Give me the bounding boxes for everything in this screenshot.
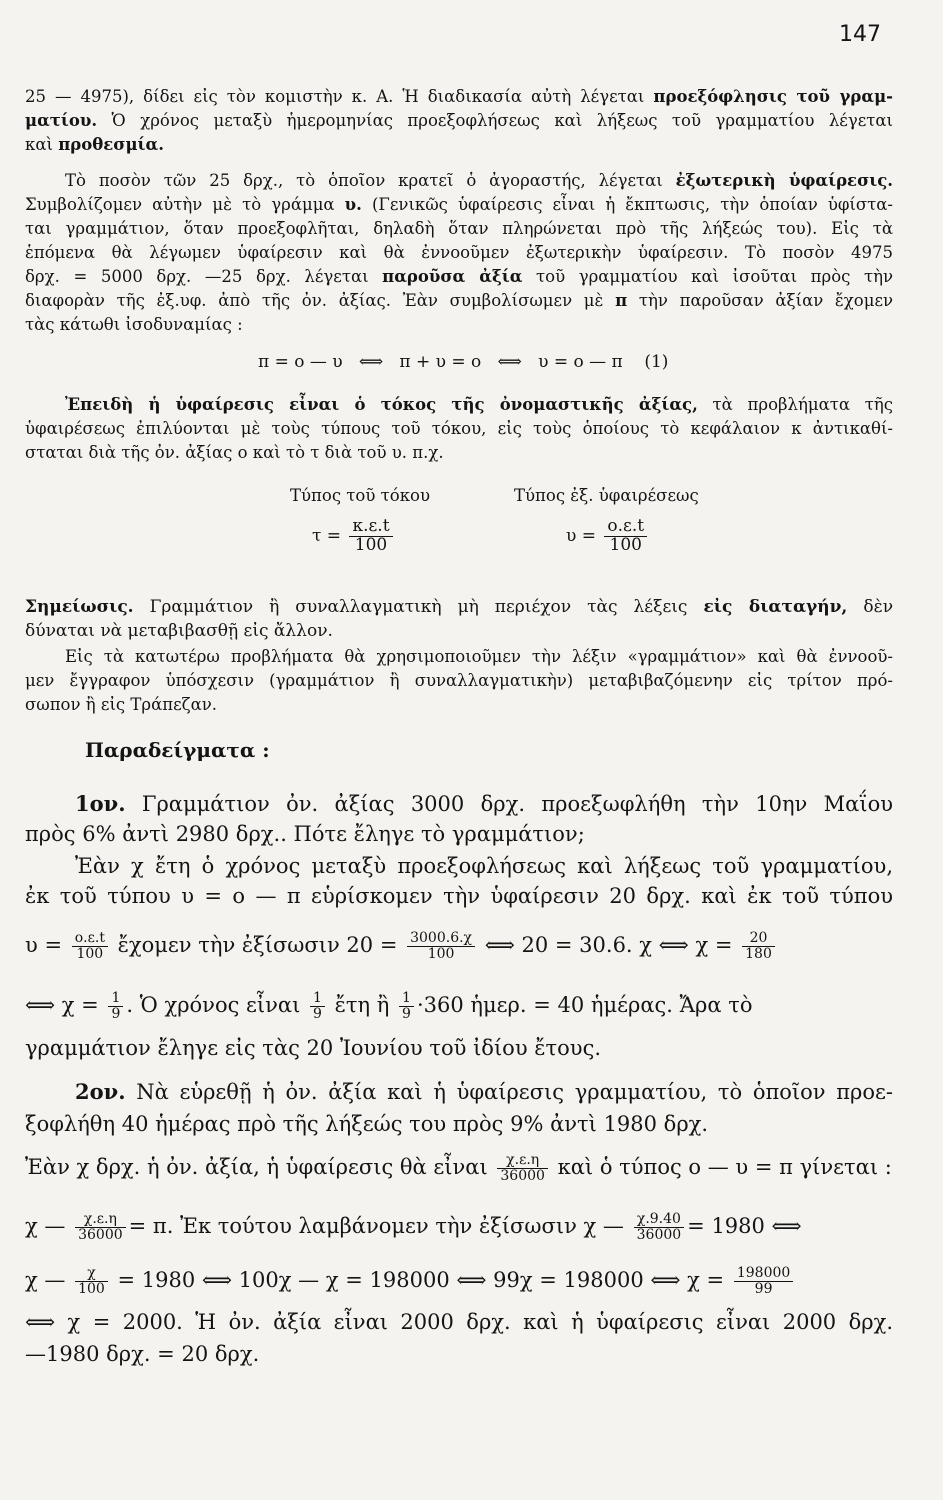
denominator: 100 (427, 946, 455, 962)
note-line4: μεν ἔγγραφον ὑπόσχεσιν (γραμμάτιον ἢ συναλλαγματικὴν) μεταβιβαζόμενην εἰς τρίτον πρό- (25, 671, 893, 690)
text: Ἐὰν χ δρχ. ἡ ὀν. ἀξία, ἡ ὑφαίρεσις θὰ εἶναι (25, 1155, 488, 1179)
numerator: 198000 (734, 1266, 793, 1282)
numerator: ο.ε.t (604, 518, 647, 537)
text: ·360 ἡμερ. = 40 ἡμέρας. Ἄρα τὸ (416, 993, 753, 1017)
text: τὴν παροῦσαν ἀξίαν ἔχομεν (638, 291, 894, 310)
note-line3: Εἰς τὰ κατωτέρω προβλήματα θὰ χρησιμοποιοῦμεν τὴν λέξιν «γραμμάτιον» καὶ θὰ ἐννοοῦ- (65, 647, 893, 666)
fraction (349, 518, 392, 555)
term-present-value: παροῦσα ἀξία (382, 267, 523, 286)
example-label: 2ον. (75, 1079, 126, 1104)
examples-heading: Παραδείγματα : (85, 738, 270, 762)
denominator: 100 (78, 1281, 105, 1297)
ex2-line5 (25, 1254, 893, 1306)
p2-line7: τὰς κάτωθι ἰσοδυναμίας : (25, 315, 243, 334)
lhs: υ = (566, 525, 596, 546)
fraction (399, 991, 414, 1021)
p2-line1 (25, 170, 893, 192)
term-external-discount: ἐξωτερικὴ ὑφαίρεσις. (675, 171, 894, 190)
formula-discount-title: Τύπος ἐξ. ὑφαιρέσεως (514, 486, 699, 505)
eq-part: π + υ = ο (399, 352, 482, 372)
fraction (72, 931, 108, 961)
fraction (75, 1266, 108, 1296)
denominator: 36000 (78, 1227, 123, 1243)
iff-icon: ⟺ (497, 352, 522, 372)
text: χ — (25, 1214, 66, 1238)
p2-line2 (25, 194, 893, 216)
denominator: 100 (76, 946, 104, 962)
text: τὰ προβλήματα τῆς (712, 395, 893, 414)
numerator: 1 (310, 991, 325, 1007)
eq-part: π = ο — υ (258, 352, 343, 372)
formula-interest (312, 518, 396, 555)
term-term: προθεσμία. (58, 135, 164, 154)
numerator: χ (75, 1266, 108, 1282)
denominator: 9 (313, 1006, 322, 1022)
text: ⟺ χ = (25, 993, 99, 1017)
denominator: 180 (745, 946, 772, 962)
fraction (497, 1153, 548, 1183)
note-line2: δύναται νὰ μεταβιβασθῇ εἰς ἄλλον. (25, 621, 333, 641)
p3-line2: ὑφαιρέσεως ἐπιλύονται μὲ τοὺς τύπους τοῦ τόκου, εἰς τοὺς ὁποίους τὸ κεφάλαιον κ ἀντικαθί- (25, 419, 893, 438)
numerator: χ.ε.η (497, 1153, 548, 1169)
fraction (407, 931, 475, 961)
text: Τὸ ποσὸν τῶν 25 δρχ., τὸ ὁποῖον κρατεῖ ὁ ἀγοραστής, λέγεται (65, 171, 663, 190)
eq-number: (1) (644, 352, 669, 372)
text: (Γενικῶς ὑφαίρεσις εἶναι ἡ ἔκπτωσις, τὴν ὁποίαν ὑφίστα- (371, 195, 893, 214)
text: = 1980 ⟺ 100χ — χ = 198000 ⟺ 99χ = 198000 ⟺ χ = (117, 1268, 725, 1292)
text: ⟺ 20 = 30.6. χ ⟺ χ = (484, 933, 733, 957)
fraction (108, 991, 123, 1021)
note-heading: Σημείωσις. (25, 597, 134, 617)
term-discount: προεξόφλησις τοῦ γραμ- (653, 87, 893, 106)
p1-line3 (25, 134, 893, 156)
iff-icon: ⟺ (358, 352, 384, 372)
ex2-line7: —1980 δρχ. = 20 δρχ. (25, 1342, 260, 1366)
ex2-line3 (25, 1142, 893, 1192)
denominator: 9 (402, 1006, 411, 1022)
ex1-line1 (25, 790, 893, 818)
note-line5: σωπον ἢ εἰς Τράπεζαν. (25, 695, 218, 714)
ex1-line7: γραμμάτιον ἔληγε εἰς τὰς 20 Ἰουνίου τοῦ ἰδίου ἔτους. (25, 1036, 602, 1060)
ex2-line1 (25, 1078, 893, 1106)
fraction (634, 1212, 685, 1242)
text: = π. Ἐκ τούτου λαμβάνομεν τὴν ἐξίσωσιν χ — (128, 1214, 624, 1238)
text: διαφορὰν τῆς ἐξ.υφ. ἀπὸ τῆς ὀν. ἀξίας. Ἐὰν συμβολίσωμεν μὲ (25, 291, 604, 310)
term-discount-cont: ματίου. (25, 111, 98, 130)
ex1-line3: Ἐὰν χ ἔτη ὁ χρόνος μεταξὺ προεξοφλήσεως καὶ λήξεως τοῦ γραμματίου, (75, 854, 893, 878)
fraction (75, 1212, 126, 1242)
text: χ — (25, 1268, 66, 1292)
numerator: 1 (399, 991, 414, 1007)
text: Γραμμάτιον ὀν. ἀξίας 3000 δρχ. προεξωφλήθη τὴν 10ην Μαΐου (141, 792, 893, 816)
p2-line3: ται γραμμάτιον, ὅταν προεξοφλῆται, δηλαδὴ ὅταν πληρώνεται πρὸ τῆς λήξεώς του). Εἰς τὰ (25, 219, 893, 238)
denominator: 99 (754, 1281, 773, 1297)
symbol-pi: π (615, 291, 628, 310)
text: ἔχομεν τὴν ἐξίσωσιν 20 = (117, 933, 398, 957)
text: καὶ ὁ τύπος ο — υ = π γίνεται : (557, 1155, 892, 1179)
numerator: ο.ε.t (72, 931, 108, 947)
numerator: χ.ε.η (75, 1212, 126, 1228)
text: Νὰ εὑρεθῇ ἡ ὀν. ἀξία καὶ ἡ ὑφαίρεσις γραμματίου, τὸ ὁποῖον προε- (136, 1080, 893, 1104)
p3-line1 (25, 394, 893, 416)
ex1-line2: πρὸς 6% ἀντὶ 2980 δρχ.. Πότε ἔληγε τὸ γραμμάτιον; (25, 822, 585, 846)
text: ἔτη ἢ (334, 993, 390, 1017)
p1-line1 (25, 86, 893, 108)
p2-line4: ἑπόμενα θὰ λέγωμεν ὑφαίρεσιν καὶ θὰ ἐννοοῦμεν ἐξωτερικὴν ὑφαίρεσιν. Τὸ ποσὸν 4975 (25, 243, 893, 262)
text: τοῦ γραμματίου καὶ ἰσοῦται πρὸς τὴν (536, 267, 893, 286)
symbol-u: υ. (344, 195, 362, 214)
text: Συμβολίζομεν αὐτὴν μὲ τὸ γράμμα (25, 195, 335, 214)
p1-line2 (25, 110, 893, 132)
ex2-line4 (25, 1200, 893, 1252)
term-to-order: εἰς διαταγήν, (703, 597, 848, 617)
formula-discount (566, 518, 650, 555)
fraction (604, 518, 647, 555)
fraction (742, 931, 775, 961)
denominator: 100 (609, 534, 642, 555)
p2-line5 (25, 266, 893, 288)
numerator: κ.ε.t (349, 518, 392, 537)
text: = 1980 ⟺ (687, 1214, 802, 1238)
text: δὲν (863, 597, 894, 617)
p3-line3: σταται διὰ τῆς ὀν. ἀξίας ο καὶ τὸ τ διὰ τοῦ υ. π.χ. (25, 443, 444, 462)
eq-part: υ = ο — π (538, 352, 623, 372)
example-label: 1ον. (75, 791, 126, 816)
text: Γραμμάτιον ἢ συναλλαγματικὴ μὴ περιέχον τὰς λέξεις (149, 597, 688, 617)
text: 25 — 4975), δίδει εἰς τὸν κομιστὴν κ. Α. Ἡ διαδικασία αὐτὴ λέγεται (25, 87, 645, 106)
denominator: 100 (354, 534, 388, 555)
lhs: τ = (312, 525, 342, 546)
note-line1 (25, 596, 893, 618)
text: . Ὁ χρόνος εἶναι (126, 993, 301, 1017)
ex1-line4: ἐκ τοῦ τύπου υ = ο — π εὑρίσκομεν τὴν ὑφαίρεσιν 20 δρχ. καὶ ἐκ τοῦ τύπου (25, 884, 893, 908)
page-number: 147 (839, 22, 881, 47)
statement-bold: Ἐπειδὴ ἡ ὑφαίρεσις εἶναι ὁ τόκος τῆς ὀνομαστικῆς ἀξίας, (65, 395, 698, 414)
numerator: χ.9.40 (634, 1212, 685, 1228)
denominator: 36000 (636, 1227, 682, 1243)
text: Ὁ χρόνος μεταξὺ ἡμερομηνίας προεξοφλήσεως καὶ λήξεως τοῦ γραμματίου λέγεται (111, 111, 893, 130)
numerator: 3000.6.χ (407, 931, 475, 947)
text: δρχ. = 5000 δρχ. —25 δρχ. λέγεται (25, 267, 369, 286)
fraction (734, 1266, 793, 1296)
p2-line6 (25, 290, 893, 312)
ex1-line6 (25, 980, 893, 1030)
ex2-line2: ξοφλήθη 40 ἡμέρας πρὸ τῆς λήξεώς του πρὸς 9% ἀντὶ 1980 δρχ. (25, 1112, 709, 1136)
formula-interest-title: Τύπος τοῦ τόκου (290, 486, 430, 505)
numerator: 20 (742, 931, 775, 947)
equivalence-1 (258, 352, 668, 372)
numerator: 1 (108, 991, 123, 1007)
fraction (310, 991, 325, 1021)
text: καὶ (25, 135, 53, 154)
text: υ = (25, 933, 63, 957)
ex1-line5 (25, 918, 893, 972)
denominator: 36000 (500, 1168, 545, 1184)
ex2-line6: ⟺ χ = 2000. Ἡ ὀν. ἀξία εἶναι 2000 δρχ. καὶ ἡ ὑφαίρεσις εἶναι 2000 δρχ. (25, 1310, 893, 1334)
denominator: 9 (111, 1006, 121, 1022)
